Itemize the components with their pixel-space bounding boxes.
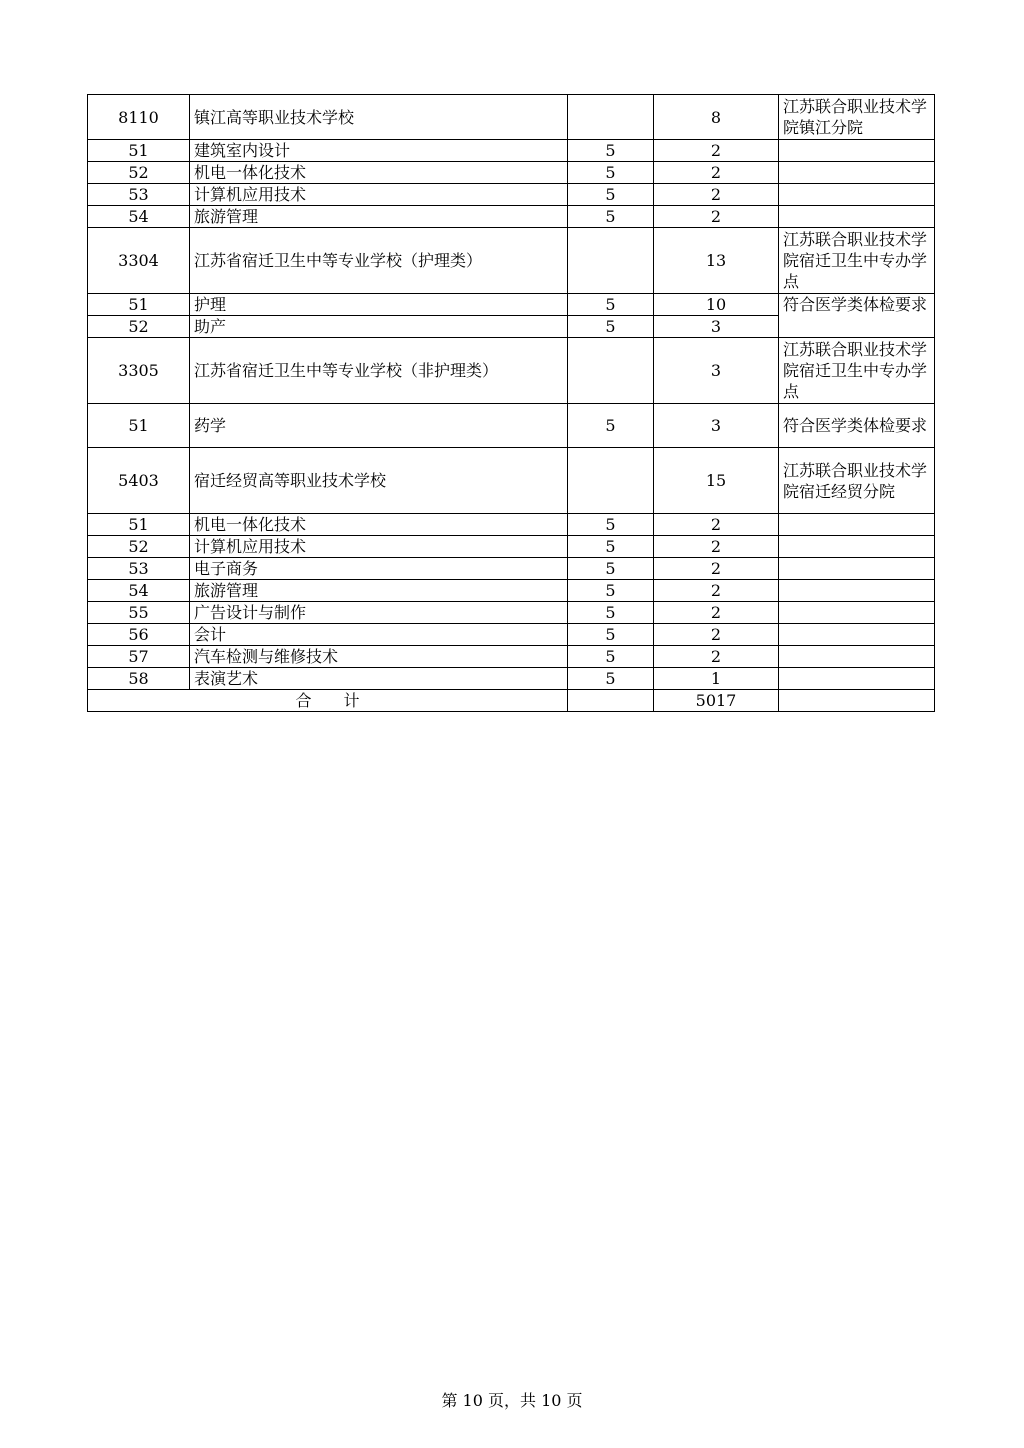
school-name: 镇江高等职业技术学校 — [190, 95, 568, 140]
table-row — [88, 668, 935, 690]
major-name: 药学 — [190, 404, 568, 448]
plan-count: 2 — [654, 184, 779, 206]
school-code: 3304 — [88, 228, 190, 294]
major-name: 助产 — [190, 316, 568, 338]
major-name: 旅游管理 — [190, 580, 568, 602]
school-code: 5403 — [88, 448, 190, 514]
major-name: 护理 — [190, 294, 568, 316]
table-row — [88, 95, 935, 140]
total-row — [88, 690, 935, 712]
school-code: 8110 — [88, 95, 190, 140]
years: 5 — [568, 514, 654, 536]
years: 5 — [568, 580, 654, 602]
table-row — [88, 338, 935, 404]
years: 5 — [568, 404, 654, 448]
total-label: 合 计 — [88, 690, 568, 712]
note — [779, 536, 935, 558]
major-code: 52 — [88, 316, 190, 338]
note: 江苏联合职业技术学院宿迁经贸分院 — [779, 448, 935, 514]
years: 5 — [568, 140, 654, 162]
years: 5 — [568, 184, 654, 206]
note — [779, 184, 935, 206]
major-name: 广告设计与制作 — [190, 602, 568, 624]
plan-count: 2 — [654, 580, 779, 602]
major-name: 计算机应用技术 — [190, 536, 568, 558]
table-row — [88, 646, 935, 668]
table-row — [88, 294, 935, 316]
total-plan: 5017 — [654, 690, 779, 712]
years: 5 — [568, 602, 654, 624]
note — [779, 514, 935, 536]
major-code: 52 — [88, 536, 190, 558]
note — [779, 602, 935, 624]
note — [779, 140, 935, 162]
years: 5 — [568, 294, 654, 316]
plan-count: 2 — [654, 536, 779, 558]
years: 5 — [568, 162, 654, 184]
table-row — [88, 514, 935, 536]
major-code: 53 — [88, 184, 190, 206]
major-name: 机电一体化技术 — [190, 162, 568, 184]
plan-count: 3 — [654, 338, 779, 404]
table-row — [88, 184, 935, 206]
note: 江苏联合职业技术学院镇江分院 — [779, 95, 935, 140]
note — [779, 646, 935, 668]
school-code: 3305 — [88, 338, 190, 404]
note — [779, 668, 935, 690]
plan-count: 2 — [654, 558, 779, 580]
years: 5 — [568, 536, 654, 558]
plan-count: 15 — [654, 448, 779, 514]
plan-count: 13 — [654, 228, 779, 294]
major-name: 会计 — [190, 624, 568, 646]
major-code: 54 — [88, 206, 190, 228]
total-note — [779, 690, 935, 712]
major-name: 建筑室内设计 — [190, 140, 568, 162]
note — [779, 624, 935, 646]
major-name: 表演艺术 — [190, 668, 568, 690]
plan-count: 2 — [654, 162, 779, 184]
note: 符合医学类体检要求 — [779, 404, 935, 448]
table-row — [88, 404, 935, 448]
plan-count: 2 — [654, 602, 779, 624]
total-years — [568, 690, 654, 712]
table-row — [88, 448, 935, 514]
enrollment-plan-table — [87, 94, 935, 712]
major-name: 机电一体化技术 — [190, 514, 568, 536]
years: 5 — [568, 558, 654, 580]
plan-count: 3 — [654, 316, 779, 338]
note: 江苏联合职业技术学院宿迁卫生中专办学点 — [779, 228, 935, 294]
plan-count: 8 — [654, 95, 779, 140]
table-row — [88, 206, 935, 228]
years — [568, 95, 654, 140]
table-row — [88, 558, 935, 580]
note: 符合医学类体检要求 — [779, 294, 935, 338]
major-code: 58 — [88, 668, 190, 690]
plan-count: 3 — [654, 404, 779, 448]
years: 5 — [568, 206, 654, 228]
school-name: 江苏省宿迁卫生中等专业学校（非护理类） — [190, 338, 568, 404]
major-code: 51 — [88, 404, 190, 448]
years — [568, 448, 654, 514]
major-code: 56 — [88, 624, 190, 646]
years: 5 — [568, 624, 654, 646]
table-row — [88, 228, 935, 294]
years: 5 — [568, 668, 654, 690]
major-code: 51 — [88, 140, 190, 162]
plan-count: 2 — [654, 646, 779, 668]
major-code: 51 — [88, 294, 190, 316]
major-name: 电子商务 — [190, 558, 568, 580]
plan-count: 10 — [654, 294, 779, 316]
school-name: 江苏省宿迁卫生中等专业学校（护理类） — [190, 228, 568, 294]
table-row — [88, 624, 935, 646]
years — [568, 338, 654, 404]
table-row — [88, 140, 935, 162]
major-code: 51 — [88, 514, 190, 536]
school-name: 宿迁经贸高等职业技术学校 — [190, 448, 568, 514]
major-code: 57 — [88, 646, 190, 668]
major-code: 52 — [88, 162, 190, 184]
table-row — [88, 580, 935, 602]
page-footer: 第 10 页，共 10 页 — [441, 1391, 583, 1410]
note — [779, 580, 935, 602]
major-code: 53 — [88, 558, 190, 580]
major-code: 54 — [88, 580, 190, 602]
table-row — [88, 162, 935, 184]
table-row — [88, 536, 935, 558]
note — [779, 558, 935, 580]
plan-count: 2 — [654, 140, 779, 162]
note: 江苏联合职业技术学院宿迁卫生中专办学点 — [779, 338, 935, 404]
years — [568, 228, 654, 294]
table-row — [88, 602, 935, 624]
plan-count: 2 — [654, 206, 779, 228]
years: 5 — [568, 646, 654, 668]
note — [779, 206, 935, 228]
plan-count: 2 — [654, 514, 779, 536]
years: 5 — [568, 316, 654, 338]
plan-count: 1 — [654, 668, 779, 690]
note — [779, 162, 935, 184]
major-name: 汽车检测与维修技术 — [190, 646, 568, 668]
major-name: 旅游管理 — [190, 206, 568, 228]
major-code: 55 — [88, 602, 190, 624]
plan-count: 2 — [654, 624, 779, 646]
major-name: 计算机应用技术 — [190, 184, 568, 206]
